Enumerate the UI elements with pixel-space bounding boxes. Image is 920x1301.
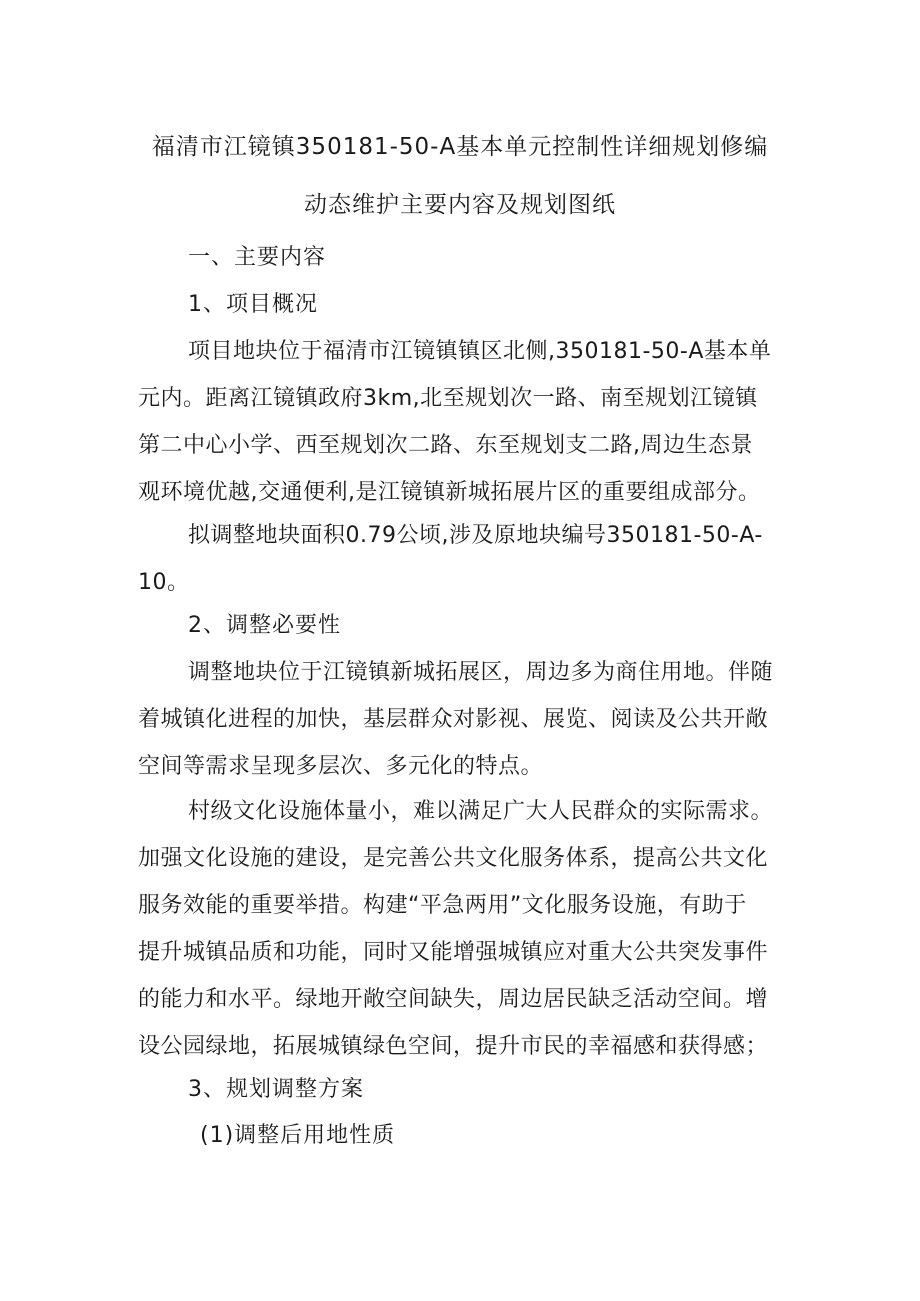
paragraph-line: 提升城镇品质和功能，同时又能增强城镇应对重大公共突发事件	[138, 940, 769, 965]
paragraph-line: 10。	[138, 570, 190, 595]
paragraph-line: 观环境优越,交通便利,是江镜镇新城拓展片区的重要组成部分。	[138, 480, 761, 505]
paragraph-line: 元内。距离江镜镇政府3km,北至规划次一路、南至规划江镜镇	[138, 386, 758, 411]
paragraph-line: 加强文化设施的建设，是完善公共文化服务体系，提高公共文化	[138, 846, 769, 871]
document-title-line-2: 动态维护主要内容及规划图纸	[304, 192, 616, 218]
subsection-heading-project-overview: 1、项目概况	[188, 292, 318, 317]
section-heading-main-content: 一、主要内容	[188, 245, 327, 270]
paragraph-line: 设公园绿地，拓展城镇绿色空间，提升市民的幸福感和获得感；	[138, 1034, 769, 1059]
subsection-heading-adjustment-plan: 3、规划调整方案	[188, 1077, 364, 1102]
document-title-line-1: 福清市江镜镇350181-50-A基本单元控制性详细规划修编	[151, 134, 769, 160]
paragraph-line: 着城镇化进程的加快，基层群众对影视、展览、阅读及公共开敞	[138, 707, 769, 732]
paragraph-line: 拟调整地块面积0.79公顷,涉及原地块编号350181-50-A-	[188, 523, 763, 548]
paragraph-line: 项目地块位于福清市江镜镇镇区北侧,350181-50-A基本单	[188, 339, 772, 364]
paragraph-line: 空间等需求呈现多层次、多元化的特点。	[138, 754, 544, 779]
subsection-heading-necessity: 2、调整必要性	[188, 613, 341, 638]
paragraph-line: 调整地块位于江镜镇新城拓展区，周边多为商住用地。伴随	[188, 660, 774, 685]
paragraph-adjusted-area	[138, 518, 786, 613]
paragraph-project-overview	[138, 334, 786, 524]
paragraph-line: 第二中心小学、西至规划次二路、东至规划支二路,周边生态景	[138, 433, 753, 458]
paragraph-line: 的能力和水平。绿地开敞空间缺失，周边居民缺乏活动空间。增	[138, 987, 769, 1012]
item-heading-land-use-nature: (1)调整后用地性质	[200, 1123, 396, 1148]
paragraph-line: 村级文化设施体量小，难以满足广大人民群众的实际需求。	[188, 799, 774, 824]
paragraph-necessity-2	[138, 794, 786, 1078]
paragraph-necessity-1	[138, 655, 786, 797]
paragraph-line: 服务效能的重要举措。构建“平急两用”文化服务设施，有助于	[138, 893, 747, 918]
